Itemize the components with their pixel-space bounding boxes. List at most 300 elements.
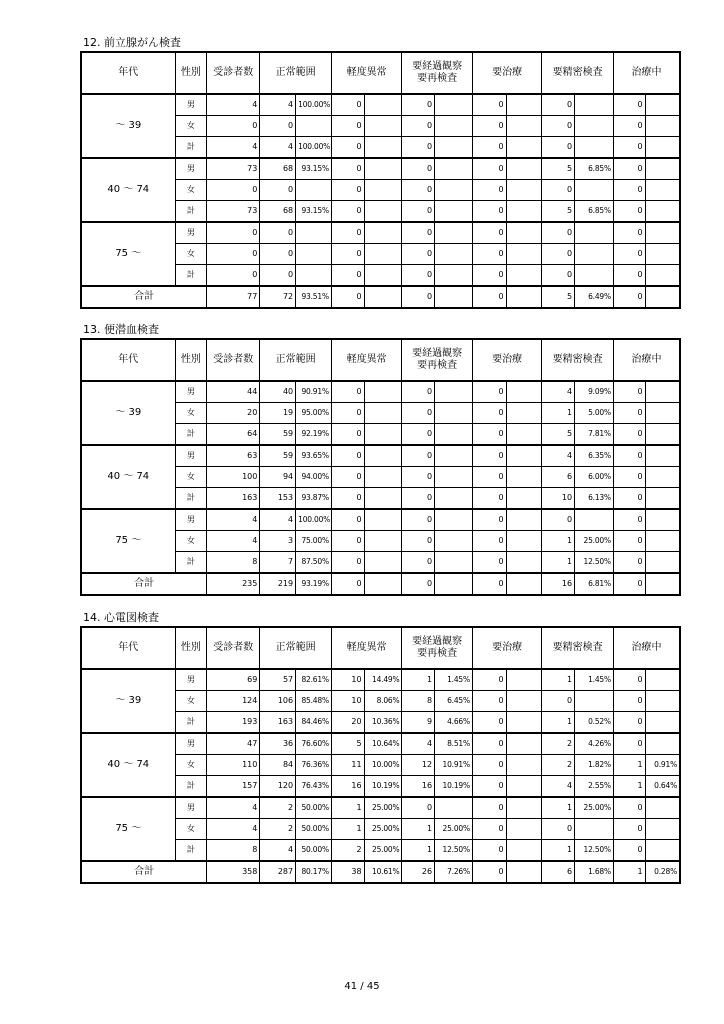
- examinee-count: 0: [207, 222, 260, 244]
- treat-percent: [506, 222, 542, 244]
- examinee-count: 110: [207, 755, 260, 776]
- observe-percent: [435, 381, 473, 403]
- treat-count: 0: [472, 445, 506, 467]
- detail-count: 2: [542, 733, 575, 755]
- mild-percent: [364, 381, 402, 403]
- header-row: [81, 627, 680, 669]
- mild-count: 0: [331, 222, 364, 244]
- examinee-count: 44: [207, 381, 260, 403]
- detail-count: 5: [542, 201, 575, 223]
- observe-count: 12: [402, 755, 435, 776]
- header-age: 年代: [81, 627, 175, 669]
- treat-count: 0: [472, 573, 506, 595]
- treat-percent: [506, 691, 542, 712]
- observe-count: 0: [402, 265, 435, 287]
- treat-count: 0: [472, 797, 506, 819]
- observe-count: 4: [402, 733, 435, 755]
- normal-percent: 93.15%: [296, 158, 332, 180]
- detail-percent: 12.50%: [575, 552, 614, 574]
- mild-percent: 25.00%: [364, 797, 402, 819]
- mild-percent: [364, 445, 402, 467]
- normal-percent: 93.15%: [296, 201, 332, 223]
- normal-count: 4: [260, 137, 296, 159]
- normal-percent: [296, 222, 332, 244]
- examinee-count: 8: [207, 552, 260, 574]
- under-count: 0: [613, 488, 645, 510]
- detail-percent: 0.52%: [575, 712, 614, 734]
- under-percent: [645, 201, 680, 223]
- detail-percent: 1.82%: [575, 755, 614, 776]
- observe-percent: 25.00%: [435, 819, 473, 840]
- under-percent: [645, 488, 680, 510]
- mild-count: 0: [331, 180, 364, 201]
- detail-count: 16: [542, 573, 575, 595]
- header-age: 年代: [81, 52, 175, 94]
- under-percent: [645, 180, 680, 201]
- treat-percent: [506, 531, 542, 552]
- examinee-count: 0: [207, 244, 260, 265]
- normal-percent: 50.00%: [296, 840, 332, 862]
- under-count: 0: [613, 158, 645, 180]
- treat-percent: [506, 244, 542, 265]
- normal-count: 287: [260, 861, 296, 883]
- treat-count: 0: [472, 424, 506, 446]
- total-label: 合計: [81, 286, 207, 308]
- under-count: 0: [613, 180, 645, 201]
- mild-percent: [364, 116, 402, 137]
- detail-count: 1: [542, 840, 575, 862]
- observe-count: 0: [402, 137, 435, 159]
- normal-percent: 84.46%: [296, 712, 332, 734]
- under-count: 0: [613, 691, 645, 712]
- mild-percent: [364, 180, 402, 201]
- observe-percent: [435, 137, 473, 159]
- examinee-count: 4: [207, 509, 260, 531]
- mild-count: 20: [331, 712, 364, 734]
- table-row: [81, 94, 680, 116]
- treat-count: 0: [472, 244, 506, 265]
- sex-label: 男: [175, 445, 207, 467]
- detail-percent: 6.85%: [575, 201, 614, 223]
- normal-count: 59: [260, 445, 296, 467]
- normal-percent: 50.00%: [296, 797, 332, 819]
- observe-percent: [435, 467, 473, 488]
- observe-percent: [435, 222, 473, 244]
- mild-count: 1: [331, 819, 364, 840]
- normal-count: 0: [260, 265, 296, 287]
- mild-count: 10: [331, 669, 364, 691]
- table-row: [81, 445, 680, 467]
- observe-percent: 4.66%: [435, 712, 473, 734]
- examinee-count: 358: [207, 861, 260, 883]
- mild-percent: [364, 552, 402, 574]
- under-percent: 0.28%: [645, 861, 680, 883]
- mild-count: 11: [331, 755, 364, 776]
- under-count: 1: [613, 776, 645, 798]
- observe-count: 0: [402, 573, 435, 595]
- mild-percent: [364, 424, 402, 446]
- under-percent: [645, 94, 680, 116]
- header-under_treatment: 治療中: [613, 339, 680, 381]
- sex-label: 女: [175, 691, 207, 712]
- normal-count: 4: [260, 94, 296, 116]
- mild-percent: [364, 488, 402, 510]
- treat-count: 0: [472, 116, 506, 137]
- mild-count: 0: [331, 531, 364, 552]
- observe-percent: 10.19%: [435, 776, 473, 798]
- observe-count: 0: [402, 286, 435, 308]
- age-group-label: ～ 39: [81, 669, 175, 733]
- normal-count: 94: [260, 467, 296, 488]
- treat-percent: [506, 158, 542, 180]
- observe-count: 0: [402, 531, 435, 552]
- header-treatment: 要治療: [472, 339, 541, 381]
- mild-count: 0: [331, 467, 364, 488]
- under-percent: [645, 445, 680, 467]
- detail-count: 1: [542, 669, 575, 691]
- treat-count: 0: [472, 776, 506, 798]
- header-mild: 軽度異常: [331, 627, 402, 669]
- sex-label: 男: [175, 509, 207, 531]
- treat-percent: [506, 712, 542, 734]
- header-normal: 正常範囲: [260, 627, 332, 669]
- examinee-count: 235: [207, 573, 260, 595]
- under-count: 0: [613, 286, 645, 308]
- table-row: [81, 158, 680, 180]
- observe-count: 0: [402, 244, 435, 265]
- under-percent: [645, 573, 680, 595]
- treat-percent: [506, 797, 542, 819]
- normal-count: 4: [260, 840, 296, 862]
- age-group-label: 75 ～: [81, 509, 175, 573]
- detail-count: 4: [542, 445, 575, 467]
- under-percent: [645, 819, 680, 840]
- mild-percent: 14.49%: [364, 669, 402, 691]
- observe-count: 0: [402, 94, 435, 116]
- header-examinees: 受診者数: [207, 52, 260, 94]
- examinee-count: 4: [207, 94, 260, 116]
- under-count: 0: [613, 573, 645, 595]
- under-count: 0: [613, 509, 645, 531]
- detail-count: 0: [542, 509, 575, 531]
- detail-count: 6: [542, 467, 575, 488]
- mild-percent: 10.19%: [364, 776, 402, 798]
- treat-percent: [506, 509, 542, 531]
- sex-label: 計: [175, 488, 207, 510]
- sex-label: 男: [175, 94, 207, 116]
- sex-label: 男: [175, 797, 207, 819]
- detail-percent: [575, 265, 614, 287]
- detail-count: 4: [542, 776, 575, 798]
- mild-count: 38: [331, 861, 364, 883]
- observe-count: 1: [402, 819, 435, 840]
- mild-count: 0: [331, 488, 364, 510]
- mild-count: 0: [331, 424, 364, 446]
- treat-percent: [506, 776, 542, 798]
- normal-count: 72: [260, 286, 296, 308]
- detail-percent: [575, 509, 614, 531]
- under-percent: [645, 286, 680, 308]
- total-label: 合計: [81, 861, 207, 883]
- header-mild: 軽度異常: [331, 52, 402, 94]
- header-row: [81, 339, 680, 381]
- under-count: 0: [613, 733, 645, 755]
- header-observe: 要経過観察 要再検査: [402, 52, 473, 94]
- examinee-count: 4: [207, 797, 260, 819]
- normal-count: 0: [260, 180, 296, 201]
- under-count: 1: [613, 755, 645, 776]
- under-count: 0: [613, 445, 645, 467]
- detail-count: 1: [542, 403, 575, 424]
- under-percent: [645, 712, 680, 734]
- treat-percent: [506, 201, 542, 223]
- normal-percent: 80.17%: [296, 861, 332, 883]
- examinee-count: 20: [207, 403, 260, 424]
- under-percent: [645, 265, 680, 287]
- detail-count: 4: [542, 381, 575, 403]
- treat-percent: [506, 265, 542, 287]
- treat-percent: [506, 488, 542, 510]
- sex-label: 男: [175, 669, 207, 691]
- observe-percent: [435, 424, 473, 446]
- sex-label: 男: [175, 381, 207, 403]
- sex-label: 計: [175, 840, 207, 862]
- normal-count: 106: [260, 691, 296, 712]
- mild-count: 0: [331, 286, 364, 308]
- age-group-label: 75 ～: [81, 797, 175, 861]
- examinee-count: 4: [207, 531, 260, 552]
- examinee-count: 4: [207, 137, 260, 159]
- normal-percent: 95.00%: [296, 403, 332, 424]
- detail-percent: 6.81%: [575, 573, 614, 595]
- header-observe: 要経過観察 要再検査: [402, 339, 473, 381]
- observe-percent: [435, 116, 473, 137]
- normal-percent: 92.19%: [296, 424, 332, 446]
- mild-percent: [364, 573, 402, 595]
- treat-count: 0: [472, 755, 506, 776]
- under-percent: [645, 424, 680, 446]
- normal-count: 0: [260, 244, 296, 265]
- under-count: 0: [613, 265, 645, 287]
- observe-percent: 8.51%: [435, 733, 473, 755]
- examinee-count: 63: [207, 445, 260, 467]
- normal-count: 153: [260, 488, 296, 510]
- treat-count: 0: [472, 286, 506, 308]
- mild-count: 0: [331, 381, 364, 403]
- treat-count: 0: [472, 531, 506, 552]
- header-age: 年代: [81, 339, 175, 381]
- under-count: 0: [613, 819, 645, 840]
- observe-count: 0: [402, 509, 435, 531]
- examinee-count: 69: [207, 669, 260, 691]
- treat-count: 0: [472, 840, 506, 862]
- normal-percent: 93.19%: [296, 573, 332, 595]
- detail-count: 0: [542, 691, 575, 712]
- examinee-count: 0: [207, 180, 260, 201]
- mild-count: 10: [331, 691, 364, 712]
- normal-percent: 76.60%: [296, 733, 332, 755]
- treat-count: 0: [472, 94, 506, 116]
- observe-percent: [435, 573, 473, 595]
- detail-percent: 6.85%: [575, 158, 614, 180]
- normal-count: 0: [260, 116, 296, 137]
- observe-percent: 10.91%: [435, 755, 473, 776]
- detail-count: 0: [542, 94, 575, 116]
- total-row: [81, 861, 680, 883]
- detail-percent: 6.35%: [575, 445, 614, 467]
- mild-percent: [364, 158, 402, 180]
- detail-percent: [575, 94, 614, 116]
- detail-percent: [575, 180, 614, 201]
- observe-count: 16: [402, 776, 435, 798]
- examinee-count: 100: [207, 467, 260, 488]
- under-percent: [645, 733, 680, 755]
- under-percent: [645, 137, 680, 159]
- detail-count: 1: [542, 712, 575, 734]
- detail-count: 0: [542, 116, 575, 137]
- under-count: 0: [613, 137, 645, 159]
- sex-label: 女: [175, 755, 207, 776]
- observe-count: 9: [402, 712, 435, 734]
- normal-percent: 82.61%: [296, 669, 332, 691]
- normal-count: 68: [260, 158, 296, 180]
- examinee-count: 8: [207, 840, 260, 862]
- treat-count: 0: [472, 861, 506, 883]
- normal-count: 7: [260, 552, 296, 574]
- detail-count: 5: [542, 424, 575, 446]
- treat-percent: [506, 286, 542, 308]
- mild-percent: [364, 201, 402, 223]
- results-table: [80, 338, 681, 596]
- mild-count: 0: [331, 403, 364, 424]
- observe-count: 0: [402, 201, 435, 223]
- detail-percent: 1.68%: [575, 861, 614, 883]
- treat-percent: [506, 424, 542, 446]
- header-treatment: 要治療: [472, 627, 541, 669]
- normal-percent: [296, 265, 332, 287]
- header-detailed: 要精密検査: [542, 52, 614, 94]
- header-sex: 性別: [175, 52, 207, 94]
- observe-count: 8: [402, 691, 435, 712]
- treat-percent: [506, 552, 542, 574]
- mild-count: 0: [331, 265, 364, 287]
- detail-count: 0: [542, 180, 575, 201]
- sex-label: 女: [175, 819, 207, 840]
- normal-count: 163: [260, 712, 296, 734]
- observe-percent: [435, 552, 473, 574]
- examinee-count: 64: [207, 424, 260, 446]
- detail-percent: 6.00%: [575, 467, 614, 488]
- header-normal: 正常範囲: [260, 339, 332, 381]
- mild-count: 5: [331, 733, 364, 755]
- normal-count: 68: [260, 201, 296, 223]
- header-mild: 軽度異常: [331, 339, 402, 381]
- header-under_treatment: 治療中: [613, 627, 680, 669]
- sex-label: 計: [175, 137, 207, 159]
- examinee-count: 0: [207, 265, 260, 287]
- observe-count: 0: [402, 424, 435, 446]
- normal-count: 219: [260, 573, 296, 595]
- normal-percent: [296, 116, 332, 137]
- under-percent: [645, 158, 680, 180]
- treat-count: 0: [472, 180, 506, 201]
- treat-percent: [506, 116, 542, 137]
- mild-count: 0: [331, 116, 364, 137]
- under-count: 0: [613, 381, 645, 403]
- under-count: 0: [613, 424, 645, 446]
- table-row: [81, 733, 680, 755]
- under-percent: [645, 669, 680, 691]
- examinee-count: 163: [207, 488, 260, 510]
- normal-percent: 100.00%: [296, 94, 332, 116]
- table-row: [81, 797, 680, 819]
- table-row: [81, 509, 680, 531]
- under-count: 0: [613, 222, 645, 244]
- observe-count: 0: [402, 797, 435, 819]
- mild-percent: 8.06%: [364, 691, 402, 712]
- under-percent: [645, 403, 680, 424]
- observe-percent: [435, 94, 473, 116]
- treat-count: 0: [472, 733, 506, 755]
- observe-percent: 6.45%: [435, 691, 473, 712]
- sex-label: 女: [175, 116, 207, 137]
- section-title: 14. 心電図検査: [83, 611, 159, 624]
- under-percent: [645, 116, 680, 137]
- observe-percent: 12.50%: [435, 840, 473, 862]
- mild-percent: [364, 531, 402, 552]
- mild-count: 0: [331, 158, 364, 180]
- header-treatment: 要治療: [472, 52, 541, 94]
- under-count: 0: [613, 403, 645, 424]
- under-percent: 0.64%: [645, 776, 680, 798]
- normal-count: 120: [260, 776, 296, 798]
- sex-label: 女: [175, 403, 207, 424]
- observe-count: 1: [402, 840, 435, 862]
- sex-label: 計: [175, 424, 207, 446]
- under-count: 0: [613, 840, 645, 862]
- observe-count: 0: [402, 445, 435, 467]
- examinee-count: 73: [207, 158, 260, 180]
- treat-percent: [506, 445, 542, 467]
- under-percent: [645, 509, 680, 531]
- under-percent: [645, 244, 680, 265]
- examinee-count: 0: [207, 116, 260, 137]
- examinee-count: 77: [207, 286, 260, 308]
- detail-count: 5: [542, 158, 575, 180]
- treat-count: 0: [472, 381, 506, 403]
- treat-percent: [506, 840, 542, 862]
- observe-percent: [435, 286, 473, 308]
- treat-percent: [506, 403, 542, 424]
- observe-count: 0: [402, 222, 435, 244]
- treat-count: 0: [472, 265, 506, 287]
- detail-percent: 12.50%: [575, 840, 614, 862]
- treat-percent: [506, 861, 542, 883]
- treat-count: 0: [472, 222, 506, 244]
- mild-count: 0: [331, 573, 364, 595]
- detail-percent: [575, 116, 614, 137]
- mild-percent: [364, 244, 402, 265]
- observe-percent: [435, 244, 473, 265]
- detail-count: 0: [542, 244, 575, 265]
- treat-count: 0: [472, 819, 506, 840]
- normal-count: 2: [260, 797, 296, 819]
- treat-percent: [506, 733, 542, 755]
- normal-count: 2: [260, 819, 296, 840]
- header-detailed: 要精密検査: [542, 339, 614, 381]
- mild-percent: 25.00%: [364, 840, 402, 862]
- normal-percent: 75.00%: [296, 531, 332, 552]
